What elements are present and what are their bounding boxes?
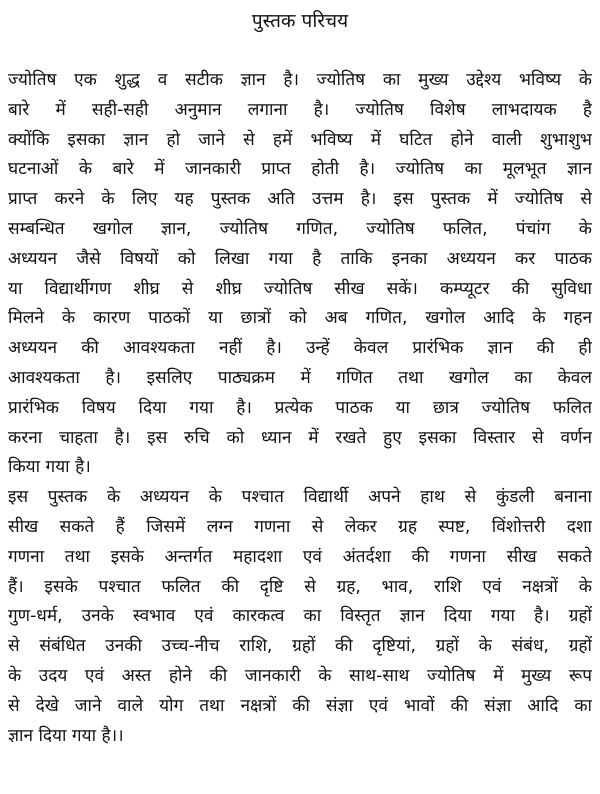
- text-line: घटनाओं के बारे में जानकारी प्राप्त होती है। ज्योतिष का मूलभूत ज्ञान: [8, 159, 592, 180]
- text-line: किया गया है।: [8, 457, 91, 478]
- page-title: पुस्तक परिचय: [251, 10, 349, 32]
- text-line: सीख सकते हैं जिसमें लग्न गणना से लेकर ग्रह स्पष्ट, विंशोत्तरी दशा: [8, 516, 592, 537]
- paragraph-1: [8, 66, 592, 483]
- text-line: क्योंकि इसका ज्ञान हो जाने से हमें भविष्य में घटित होने वाली शुभाशुभ: [8, 129, 592, 150]
- text-line: के उदय एवं अस्त होने की जानकारी के साथ-साथ ज्योतिष में मुख्य रूप: [8, 665, 592, 686]
- text-line: आवश्यकता है। इसलिए पाठ्यक्रम में गणित तथा खगोल का केवल: [8, 367, 592, 388]
- text-line: ज्योतिष एक शुद्ध व सटीक ज्ञान है। ज्योतिष का मुख्य उद्देश्य भविष्य के: [8, 70, 592, 90]
- text-line: मिलने के कारण पाठकों या छात्रों को अब गणित, खगोल आदि के गहन: [8, 308, 592, 329]
- text-line: प्रारंभिक विषय दिया गया है। प्रत्येक पाठक या छात्र ज्योतिष फलित: [8, 397, 592, 418]
- text-line: ज्ञान दिया गया है।।: [8, 725, 124, 746]
- paragraph-2: [8, 483, 592, 751]
- text-line: या विद्यार्थीगण शीघ्र से शीघ्र ज्योतिष सीख सकें। कम्प्यूटर की सुविधा: [8, 278, 592, 299]
- text-line: सम्बन्धित खगोल ज्ञान, ज्योतिष गणित, ज्योतिष फलित, पंचांग के: [8, 218, 592, 239]
- text-line: से संबंधित उनकी उच्च-नीच राशि, ग्रहों की दृष्टियां, ग्रहों के संबंध, ग्रहों: [8, 636, 592, 657]
- text-line: गुण-धर्म, उनके स्वभाव एवं कारकत्व का विस्तृत ज्ञान दिया गया है। ग्रहों: [8, 606, 592, 627]
- text-line: प्राप्त करने के लिए यह पुस्तक अति उत्तम है। इस पुस्तक में ज्योतिष से: [8, 189, 592, 210]
- text-line: बारे में सही-सही अनुमान लगाना है। ज्योतिष विशेष लाभदायक है: [8, 99, 592, 120]
- text-line: करना चाहता है। इस रुचि को ध्यान में रखते हुए इसका विस्तार से वर्णन: [8, 427, 592, 448]
- text-line: गणना तथा इसके अन्तर्गत महादशा एवं अंतर्दशा की गणना सीख सकते: [8, 546, 592, 567]
- text-line: अध्ययन की आवश्यकता नहीं है। उन्हें केवल प्रारंभिक ज्ञान की ही: [8, 338, 592, 359]
- text-line: इस पुस्तक के अध्ययन के पश्चात विद्यार्थी अपने हाथ से कुंडली बनाना: [8, 487, 592, 508]
- text-line: हैं। इसके पश्चात फलित की दृष्टि से ग्रह, भाव, राशि एवं नक्षत्रों के: [8, 576, 592, 597]
- text-line: अध्ययन जैसे विषयों को लिखा गया है ताकि इनका अध्ययन कर पाठक: [8, 248, 592, 269]
- document-page: [8, 6, 592, 788]
- text-line: से देखे जाने वाले योग तथा नक्षत्रों की संज्ञा एवं भावों की संज्ञा आदि का: [8, 695, 592, 716]
